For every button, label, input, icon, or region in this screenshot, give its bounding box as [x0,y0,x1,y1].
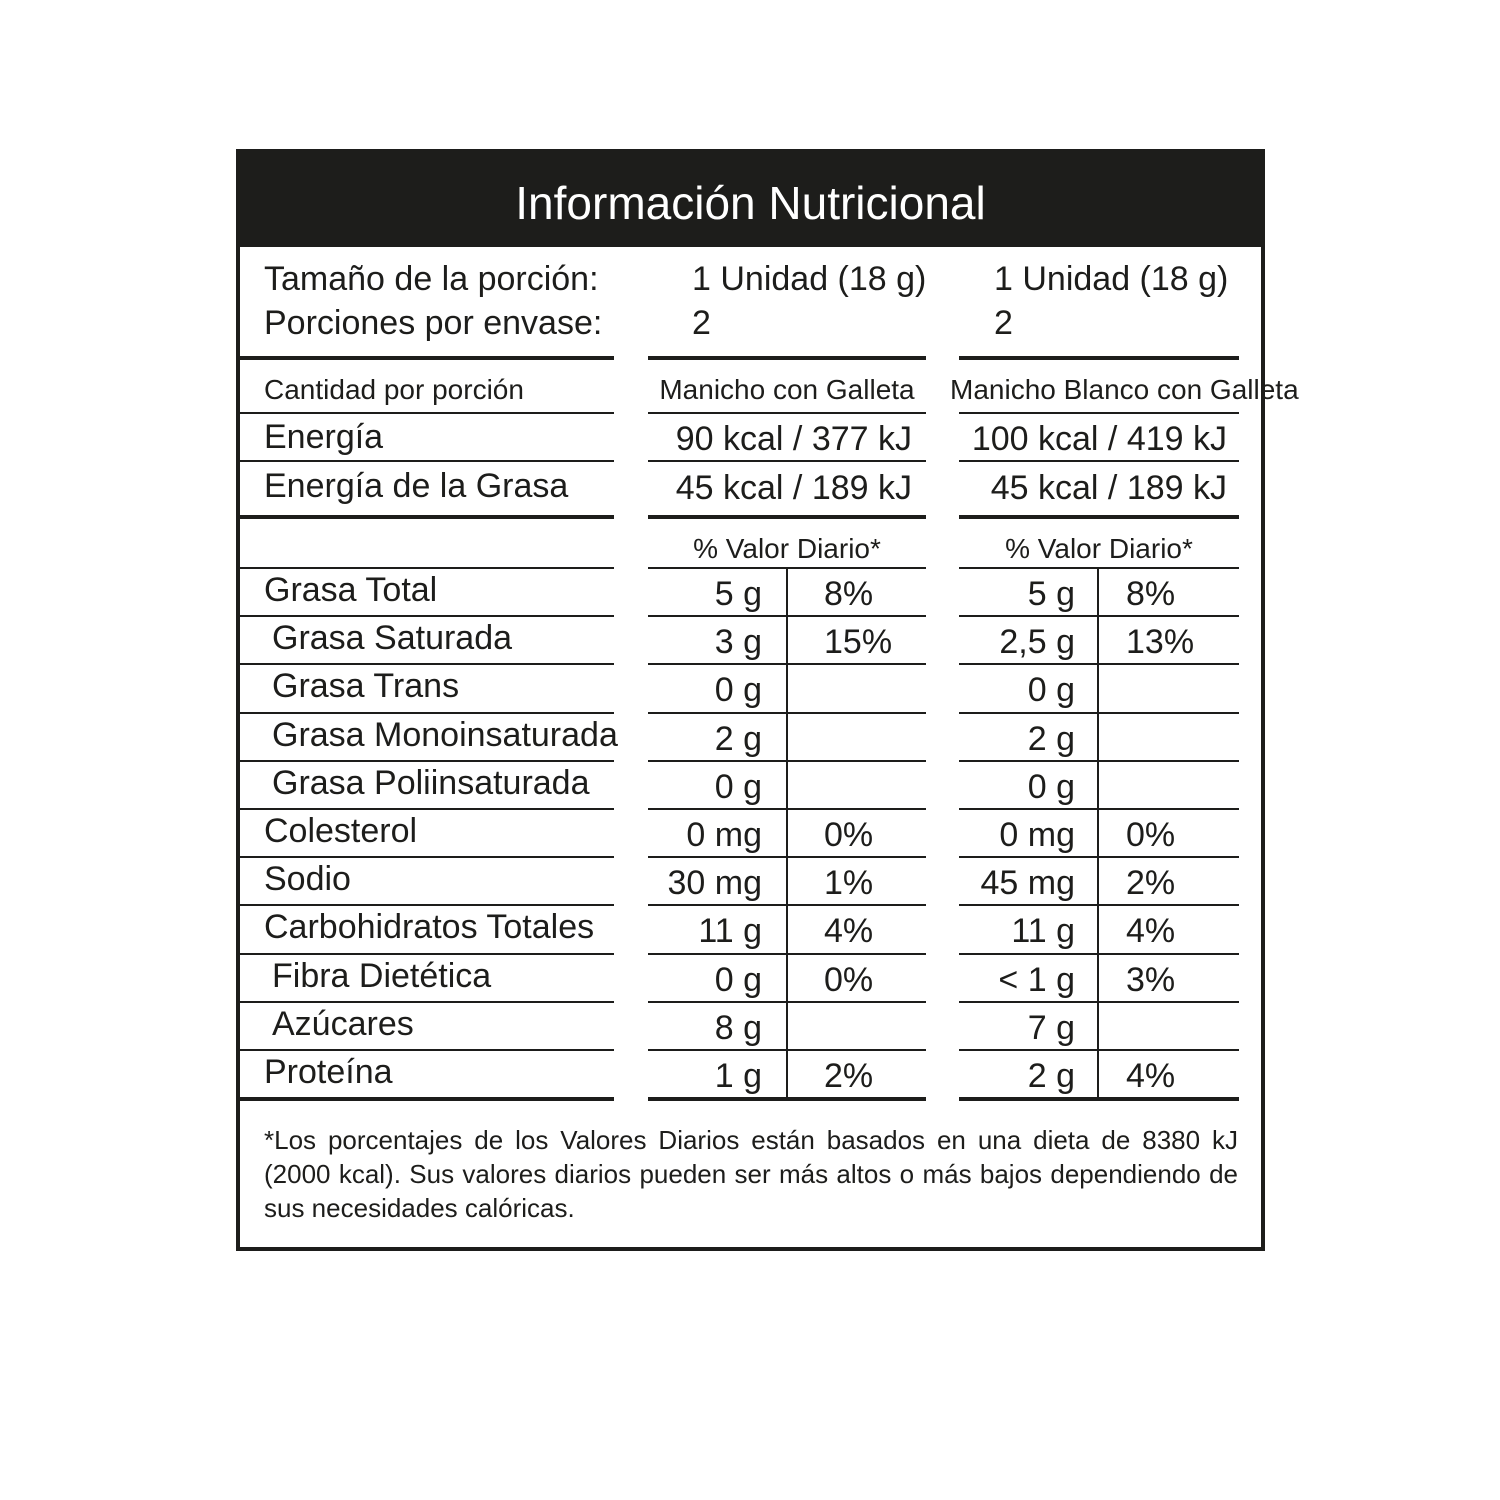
column-divider [786,568,788,616]
divider [240,567,614,569]
divider [240,356,614,360]
divider [240,1097,614,1101]
product1-nutrient-dv: 15% [824,623,893,661]
product1-dv-header: % Valor Diario* [693,533,881,564]
nutrient-label: Grasa Total [264,571,438,609]
divider [959,904,1239,906]
divider [240,1049,614,1051]
nutrient-label: Azúcares [272,1005,414,1043]
divider [959,1097,1239,1101]
product2-nutrient-amount: < 1 g [998,961,1075,999]
product2-nutrient-dv: 4% [1126,1057,1176,1095]
divider [959,808,1239,810]
divider [240,953,614,955]
product2-nutrient-dv: 3% [1126,961,1176,999]
column-divider [786,1002,788,1050]
column-divider [786,905,788,954]
divider [959,515,1239,519]
divider [648,515,926,519]
divider [240,856,614,858]
divider [240,808,614,810]
product1-nutrient-amount: 5 g [714,575,762,613]
product1-energy-value: 90 kcal / 377 kJ [675,420,912,458]
divider [959,412,1239,414]
column-divider [1097,1002,1099,1050]
product1-nutrient-amount: 8 g [714,1009,762,1047]
column-divider [1097,1050,1099,1098]
nutrient-label: Sodio [264,860,351,898]
column-divider [786,664,788,713]
nutrient-label: Grasa Monoinsaturada [272,716,618,754]
column-divider [786,857,788,905]
product1-nutrient-dv: 1% [824,864,874,902]
divider [648,460,926,462]
column-divider [1097,616,1099,664]
product1-energy-value: 45 kcal / 189 kJ [675,469,912,507]
footnote: *Los porcentajes de los Valores Diarios están basados en una dieta de 8380 kJ (2000 kcal). Sus valores diarios pueden ser más altos o más bajos dependiendo de sus necesidades calóricas. [264,1125,1238,1223]
divider [959,1049,1239,1051]
product1-nutrient-amount: 0 g [714,768,762,806]
product2-nutrient-amount: 45 mg [980,864,1075,902]
column-divider [1097,568,1099,616]
divider [959,356,1239,360]
divider [959,615,1239,617]
product2-nutrient-amount: 2,5 g [999,623,1075,661]
product2-nutrient-amount: 11 g [1011,912,1075,950]
column-divider [786,616,788,664]
column-divider [786,1050,788,1098]
product2-energy-value: 100 kcal / 419 kJ [971,420,1227,458]
nutrient-label: Colesterol [264,812,418,850]
column-divider [786,761,788,809]
divider [959,460,1239,462]
divider [648,412,926,414]
product2-nutrient-amount: 0 g [1027,768,1075,806]
divider [959,712,1239,714]
product2-name: Manicho Blanco con Galleta [950,374,1299,405]
column-divider [786,713,788,761]
product1-nutrient-amount: 3 g [714,623,762,661]
nutrient-label: Grasa Trans [272,667,460,705]
product2-nutrient-dv: 13% [1126,623,1195,661]
divider [959,567,1239,569]
product2-nutrient-amount: 2 g [1027,720,1075,758]
product1-nutrient-amount: 0 g [714,671,762,709]
column-divider [1097,905,1099,954]
energy-row-label: Energía [264,418,384,456]
divider [240,615,614,617]
divider [240,712,614,714]
column-divider [1097,713,1099,761]
divider [240,515,614,519]
energy-row-label: Energía de la Grasa [264,467,569,505]
product1-nutrient-dv: 8% [824,575,874,613]
divider [240,412,614,414]
product1-nutrient-amount: 2 g [714,720,762,758]
product2-nutrient-amount: 5 g [1027,575,1075,613]
product1-nutrient-amount: 11 g [698,912,762,950]
nutrition-label [236,149,1299,1251]
product1-nutrient-amount: 30 mg [667,864,762,902]
amount-per-serving-label: Cantidad por porción [264,374,524,405]
product2-serving-size: 1 Unidad (18 g) [994,260,1229,298]
divider [959,663,1239,665]
product2-servings: 2 [994,304,1013,342]
divider [240,760,614,762]
product2-nutrient-amount: 0 mg [999,816,1075,854]
product1-nutrient-dv: 0% [824,961,874,999]
column-divider [1097,664,1099,713]
product1-serving-size: 1 Unidad (18 g) [692,260,927,298]
divider [240,904,614,906]
divider [959,953,1239,955]
divider [648,356,926,360]
product1-nutrient-amount: 0 mg [686,816,762,854]
nutrient-label: Grasa Saturada [272,619,513,657]
product2-dv-header: % Valor Diario* [1005,533,1193,564]
nutrient-label: Proteína [264,1053,393,1091]
title-bar [240,153,1261,247]
column-divider [1097,761,1099,809]
servings-per-container-label: Porciones por envase: [264,304,603,342]
product2-nutrient-amount: 0 g [1027,671,1075,709]
label-title: Información Nutricional [515,177,986,229]
divider [240,1001,614,1003]
product2-nutrient-dv: 4% [1126,912,1176,950]
nutrient-label: Carbohidratos Totales [264,908,595,946]
column-divider [1097,954,1099,1002]
product1-nutrient-amount: 0 g [714,961,762,999]
serving-size-label: Tamaño de la porción: [264,260,599,298]
product2-nutrient-amount: 7 g [1027,1009,1075,1047]
nutrient-label: Grasa Poliinsaturada [272,764,590,802]
product1-nutrient-dv: 0% [824,816,874,854]
product2-nutrient-dv: 8% [1126,575,1176,613]
product1-name: Manicho con Galleta [659,374,915,405]
column-divider [1097,857,1099,905]
nutrient-label: Fibra Dietética [272,957,492,995]
divider [240,663,614,665]
divider [959,760,1239,762]
product1-nutrient-dv: 4% [824,912,874,950]
product1-nutrient-dv: 2% [824,1057,874,1095]
divider [240,460,614,462]
product2-nutrient-dv: 2% [1126,864,1176,902]
product2-energy-value: 45 kcal / 189 kJ [990,469,1227,507]
column-divider [786,809,788,857]
product1-servings: 2 [692,304,711,342]
product2-nutrient-amount: 2 g [1027,1057,1075,1095]
product2-nutrient-dv: 0% [1126,816,1176,854]
product1-nutrient-amount: 1 g [714,1057,762,1095]
column-divider [786,954,788,1002]
column-divider [1097,809,1099,857]
divider [959,1001,1239,1003]
divider [648,1097,926,1101]
divider [959,856,1239,858]
